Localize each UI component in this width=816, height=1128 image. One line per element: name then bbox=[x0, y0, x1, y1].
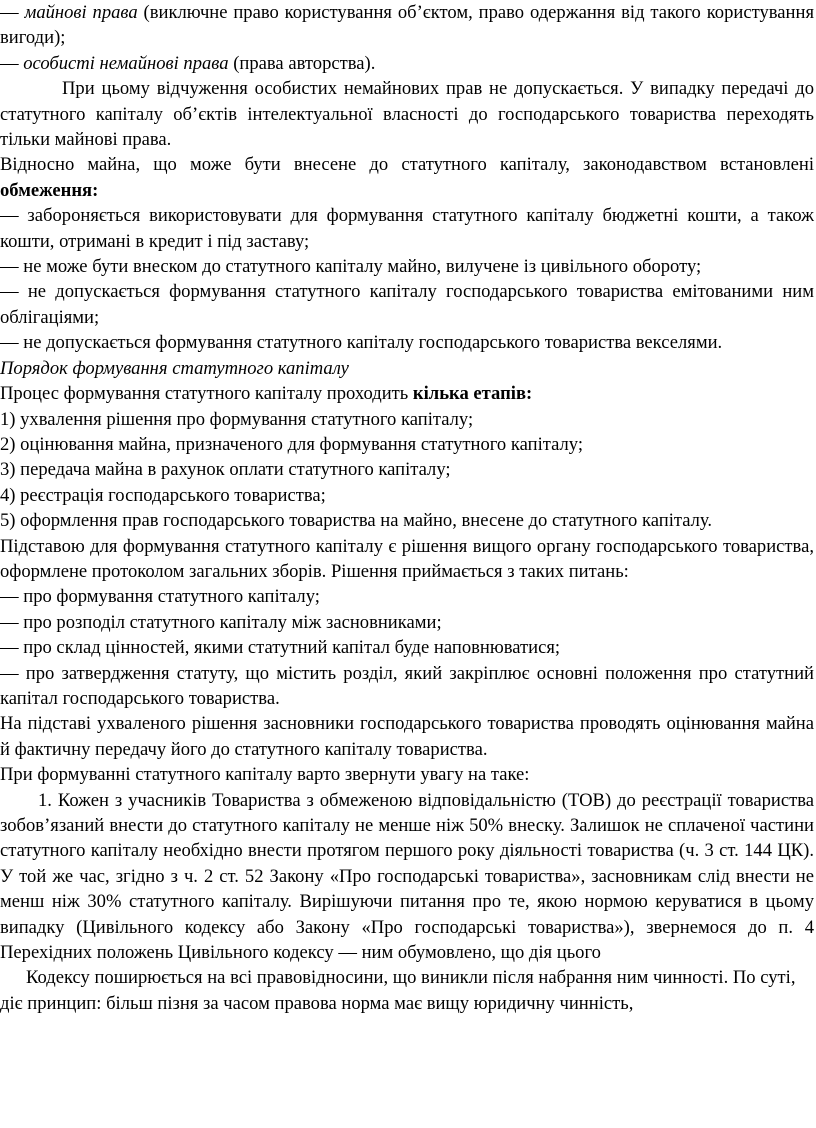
stage-item: 4) реєстрація господарського товариства; bbox=[0, 484, 326, 506]
term-description: (права авторства). bbox=[228, 52, 376, 74]
stage-item: 5) оформлення прав господарського товариства на майно, внесене до статутного капіталу. bbox=[0, 510, 712, 532]
stages-intro bbox=[0, 381, 816, 406]
issue-item: — про розподіл статутного капіталу між засновниками; bbox=[0, 611, 442, 633]
issue-item: — про склад цінностей, якими статутний капітал буде наповнюватися; bbox=[0, 637, 561, 659]
stages-intro-text: Процес формування статутного капіталу проходить bbox=[0, 383, 413, 405]
stage-item: 2) оцінювання майна, призначеного для формування статутного капіталу; bbox=[0, 433, 584, 455]
issue-item: — про затвердження статуту, що містить розділ, який закріплює основні положення про статутний капітал господарського товариства. bbox=[0, 662, 814, 709]
stages-label: кілька етапів: bbox=[412, 383, 533, 405]
rights-item-personal bbox=[0, 51, 816, 76]
paragraph-restrictions-intro bbox=[0, 152, 816, 203]
issue-item: — про формування статутного капіталу; bbox=[0, 586, 320, 608]
paragraph-basis: Підставою для формування статутного капіталу є рішення вищого органу господарського товариства, оформлене протоколом загальних зборів. Рішення приймається з таких питань: bbox=[0, 535, 814, 582]
restriction-item: — не допускається формування статутного капіталу господарського товариства емітованими ним облігаціями; bbox=[0, 281, 814, 328]
paragraph-founders: На підставі ухваленого рішення засновники господарського товариства проводять оцінювання майна й фактичну передачу його до статутного капіталу товариства. bbox=[0, 713, 814, 760]
term-personal-rights: особисті немайнові права bbox=[23, 52, 229, 74]
restriction-item: — забороняється використовувати для формування статутного капіталу бюджетні кошти, а також кошти, отримані в кредит і під заставу; bbox=[0, 205, 814, 252]
dash: — bbox=[0, 2, 25, 23]
stage-item: 1) ухвалення рішення про формування статутного капіталу; bbox=[0, 408, 474, 430]
paragraph-alienation: При цьому відчуження особистих немайнових прав не допускається. У випадку передачі до статутного капіталу об’єктів інтелектуальної власності до господарського товариства переходять тільки майнові права. bbox=[0, 78, 814, 151]
restrictions-label: обмеження: bbox=[0, 179, 99, 201]
term-description: (виключне право користування об’єктом, право одержання від такого користування вигоди); bbox=[0, 2, 815, 49]
section-heading: Порядок формування статутного капіталу bbox=[0, 357, 349, 379]
dash: — bbox=[0, 52, 24, 74]
paragraph-attention: При формуванні статутного капіталу варто звернути увагу на таке: bbox=[0, 764, 530, 786]
restrictions-intro-text: Відносно майна, що може бути внесене до статутного капіталу, законодавством встановлені bbox=[0, 154, 814, 176]
numbered-point-1: 1. Кожен з учасників Товариства з обмеженою відповідальністю (ТОВ) до реєстрації товариства зобов’язаний внести до статутного капіталу не менше ніж 50% внеску. Залишок не сплаченої частини статутного капіталу необхідно внести протягом першого року діяльності товариства (ч. 3 ст. 144 ЦК). У той же час, згідно з ч. 2 ст. 52 Закону «Про господарські товариства», засновникам слід внести не менш ніж 30% статутного капіталу. Вирішуючи питання про те, якою нормою керуватися в цьому випадку (Цивільного кодексу або Закону «Про господарські товариства»), звернемося до п. 4 Перехідних положень Цивільного кодексу — ним обумовлено, що дія цього bbox=[0, 789, 814, 964]
paragraph-continuation: Кодексу поширюється на всі правовідносини, що виникли після набрання ним чинності. По суті, діє принцип: більш пізня за часом правова норма має вищу юридичну чинність, bbox=[0, 967, 796, 1014]
rights-item-property bbox=[0, 0, 816, 51]
restriction-item: — не може бути внеском до статутного капіталу майно, вилучене із цивільного обороту; bbox=[0, 256, 702, 278]
restriction-item: — не допускається формування статутного капіталу господарського товариства векселями. bbox=[0, 332, 723, 354]
stage-item: 3) передача майна в рахунок оплати статутного капіталу; bbox=[0, 459, 451, 481]
term-property-rights: майнові права bbox=[24, 2, 138, 23]
